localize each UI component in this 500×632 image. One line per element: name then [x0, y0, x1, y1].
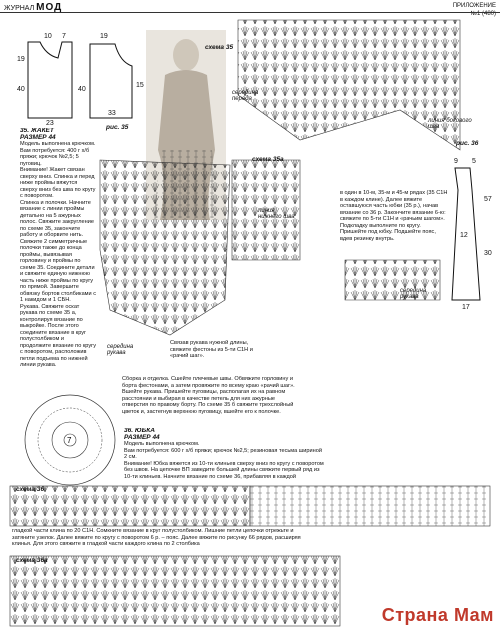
article-36-p1: Модель выполнена крючком.: [124, 441, 200, 447]
chart-sleeve: [100, 160, 230, 335]
p36-side-dim-c: 30: [484, 250, 492, 257]
watermark-part2: Мам: [453, 605, 494, 625]
article-mid-b: [122, 376, 300, 424]
p35-top-dim-c: 19: [100, 33, 108, 40]
p36-side-dim-b: 12: [460, 232, 468, 239]
p35-side-dim-a: 19: [17, 56, 25, 63]
article-mid-p2: Сборка и отделка. Сшейте плечевые швы. Обвяжите горловину и борта фестонами, а затем провяжите по всему краю «рачий шаг». Вшейте рукава. Пришейте пуговицы, располагая их на равном расстоянии и выбирая в качестве петель для них ажурные отверстия по правому борту. По схеме 35 б свяжите трехслойный цветок и, застегнув верхнюю пуговицу, вшейте его к полочке.: [122, 376, 295, 415]
lower-seam-label: линия нижнего шва: [258, 208, 295, 220]
article-35-title: 35. ЖАКЕТ: [20, 128, 54, 134]
jacket-pattern-shape: [28, 42, 132, 118]
scheme-36a-label: схема 36а: [16, 557, 48, 564]
p36-top-dim-b: 5: [472, 158, 476, 165]
p35-figure-label: рис. 35: [106, 124, 129, 131]
article-35-p1: Модель выполнена крючком.: [20, 141, 96, 147]
mid-front-label: середина переда: [232, 90, 259, 102]
article-35-p3: Внимание! Жакет связан сверху вниз. Спинка и перед ниже проймы вяжутся сверху вниз без шва по кругу с поворотом.: [20, 167, 96, 199]
article-36-p2: Вам потребуется: 600 г х/б пряжи; крючок №2,5; резиновая тесьма шириной 2 см.: [124, 447, 322, 460]
issue-line2: №1 (480): [470, 11, 496, 17]
chart-scheme-36a: [10, 556, 340, 626]
scheme-35-label: схема 35: [205, 44, 234, 51]
article-36-p4: гладкой части клина по 20 С1Н. Сомкните вязание в круг полустолбиком. Лишние петли цепочки отрежьте и затяните узелок. Далее вяжите по кругу с поворотом 6 р. – пояс. Далее вяжите по рисунку 66 рядов, расширяя клинья. Для этого свяжите в гладкой части каждого клина по 2 столбика: [12, 528, 301, 547]
header-brand: МОД: [36, 2, 63, 13]
article-35: [20, 128, 96, 488]
p36-figure-label: рис. 36: [456, 140, 479, 147]
chart-scheme-36: [10, 486, 250, 526]
chart-scheme-35: [238, 20, 460, 150]
p36-bottom-dim: 17: [462, 304, 470, 311]
p35-bottom-dim-a: 23: [46, 120, 54, 127]
article-right: [340, 190, 448, 260]
article-mid-p1: Связав рукава нужной длины, свяжите фестоны из 5-ти С1Н и «рачий шаг».: [170, 340, 253, 359]
article-35-size: РАЗМЕР 44: [20, 133, 56, 141]
p35-side-dim-c: 40: [78, 86, 86, 93]
p35-side-dim-b: 40: [17, 86, 25, 93]
side-seam-label: линия бокового шва: [428, 118, 472, 130]
scheme-35a-label: схема 35а: [252, 156, 284, 163]
article-35-p2: Вам потребуется: 400 г х/б пряжи; крючок №2,5; 5 пуговиц.: [20, 147, 90, 167]
article-mid-a: [170, 340, 265, 376]
article-35-p4: Спинка и полочки. Начните вязание с линии проймы детально на 5 ажурных полос. Свяжите закругление по схеме 35, закончите работу и оборвите нить. Свяжите 2 симметричные полочки также до конца проймы, вывязывая горловину и проймы по схеме 35. Соедините детали и свяжите единую нижнюю часть ниже проймы по кругу по прямой. Завершите обвязку бортов столбиками с 1 накидом и 1 СБН.: [20, 199, 96, 303]
p35-top-dim-a: 10: [44, 33, 52, 40]
p36-top-dim-a: 9: [454, 158, 458, 165]
article-right-p1: в один в 10-м, 35-м и 45-м рядах (35 С1Н в каждом клине). Далее вяжите оставшуюся часть юбки (35 р.), начав вязание со 36 р. Закончите вязание 6-ю: свяжите по 5-ти С1Н и «рачьим шагом». Подкладку выполните по кругу. Пришейте под юбку. Подшейте пояс, вдев резинку внутрь.: [340, 190, 448, 242]
p35-bottom-dim-b: 33: [108, 110, 116, 117]
watermark-part1: Страна: [381, 605, 449, 625]
article-36-p3: Внимание! Юбка вяжется из 10-ти клиньев сверху вниз по кругу с поворотом без швов. На цепочке ВП заведите большей длины свяжите первый ряд из 10-ти клиньев. Начните вязание по схеме 36, прибавляя в каждой: [124, 460, 324, 480]
article-36-size: РАЗМЕР 44: [124, 433, 160, 441]
site-watermark: [382, 605, 494, 626]
p36-side-dim-a: 57: [484, 196, 492, 203]
article-36-cont: [12, 528, 312, 554]
article-36-title: 36. ЮБКА: [124, 428, 155, 434]
chart-scheme-36-right: [250, 486, 490, 526]
header-prefix: ЖУРНАЛ: [4, 5, 35, 12]
mid-sleeve-label: середина рукава: [107, 344, 134, 356]
article-35-p5: Рукава. Свяжите оскат рукава по схеме 35 а, контролируя вязание по выкройке. После этого соедините вязание в круг полустолбиком и продолжите вязание по кругу с поворотом, расположив петли подъема по нижней линии рукава.: [20, 303, 96, 368]
svg-text:7: 7: [67, 436, 72, 445]
p35-top-dim-b: 7: [62, 33, 66, 40]
article-36: [124, 428, 324, 486]
p35-side-dim-d: 15: [136, 82, 144, 89]
issue-line1: ПРИЛОЖЕНИЕ: [452, 3, 496, 9]
scheme-36-label: схема 36: [16, 486, 45, 493]
mid-sleeve-label-2: середина рукава: [400, 288, 427, 300]
